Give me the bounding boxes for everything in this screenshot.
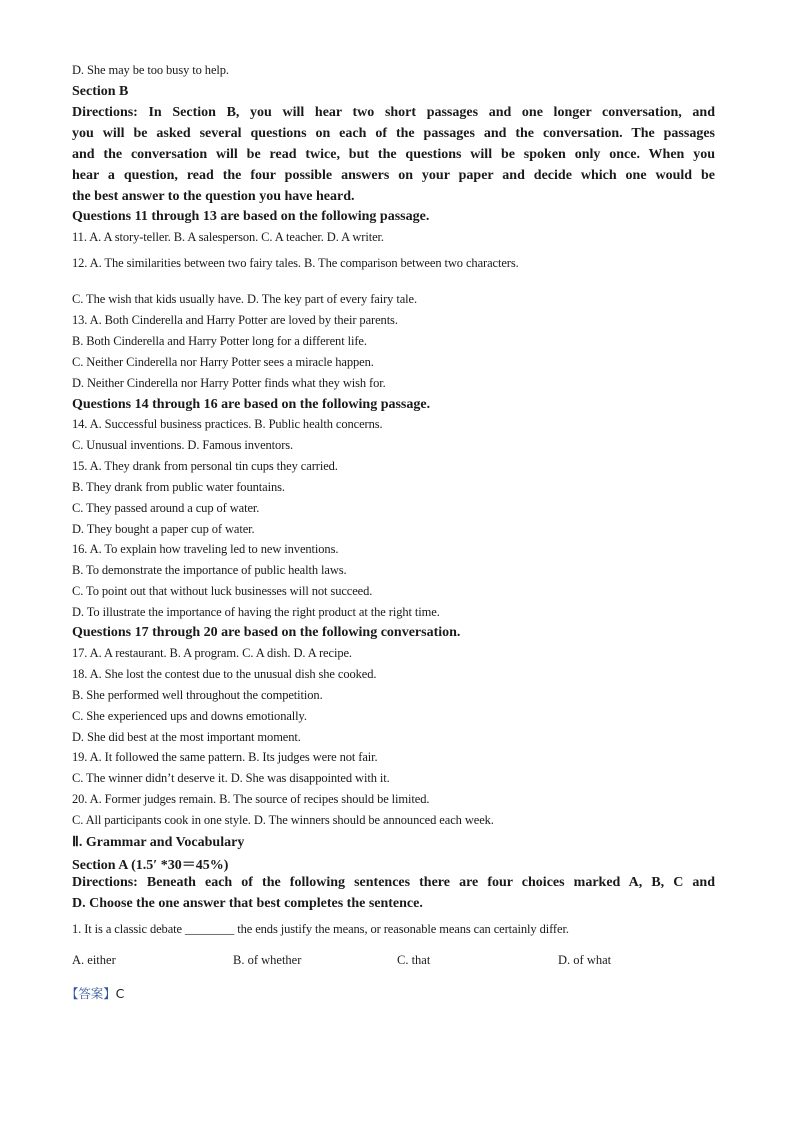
answer-tag: 【答案】 xyxy=(66,986,116,1001)
question-18-option-c: C. She experienced ups and downs emotionally. xyxy=(72,709,307,723)
grammar-question-1: 1. It is a classic debate ________ the ends justify the means, or reasonable means can certainly differ. xyxy=(72,922,569,936)
question-19-line-1: 19. A. It followed the same pattern. B. Its judges were not fair. xyxy=(72,750,378,764)
grammar-directions-line-2: D. Choose the one answer that best completes the sentence. xyxy=(72,896,423,911)
question-13-option-d: D. Neither Cinderella nor Harry Potter finds what they wish for. xyxy=(72,376,386,390)
choice-a: A. either xyxy=(72,953,116,967)
conversation-heading: Questions 17 through 20 are based on the following conversation. xyxy=(72,625,461,640)
question-15-option-c: C. They passed around a cup of water. xyxy=(72,501,260,515)
question-13-option-a: 13. A. Both Cinderella and Harry Potter are loved by their parents. xyxy=(72,313,398,327)
answer-line xyxy=(66,984,124,1002)
section-a-heading: Section A (1.5′ *30＝45%) xyxy=(72,858,229,873)
question-16-option-c: C. To point out that without luck businesses will not succeed. xyxy=(72,584,373,598)
question-13-option-b: B. Both Cinderella and Harry Potter long for a different life. xyxy=(72,334,367,348)
answer-value: C xyxy=(115,986,125,1001)
question-18-option-b: B. She performed well throughout the competition. xyxy=(72,688,323,702)
directions-line-1: Directions: In Section B, you will hear two short passages and one longer conversation, and xyxy=(72,105,715,120)
directions-line-4: hear a question, read the four possible answers on your paper and decide which one would be xyxy=(72,168,715,183)
question-15-option-b: B. They drank from public water fountains. xyxy=(72,480,285,494)
choice-c: C. that xyxy=(397,953,431,967)
question-11: 11. A. A story-teller. B. A salesperson. C. A teacher. D. A writer. xyxy=(72,230,384,244)
question-13-option-c: C. Neither Cinderella nor Harry Potter sees a miracle happen. xyxy=(72,355,374,369)
question-15-option-a: 15. A. They drank from personal tin cups they carried. xyxy=(72,459,338,473)
question-16-option-d: D. To illustrate the importance of having the right product at the right time. xyxy=(72,605,440,619)
choice-b: B. of whether xyxy=(233,953,302,967)
question-19-line-2: C. The winner didn’t deserve it. D. She was disappointed with it. xyxy=(72,771,390,785)
section-b-heading: Section B xyxy=(72,84,129,99)
part-2-heading: Ⅱ. Grammar and Vocabulary xyxy=(72,835,245,850)
question-12-line-1: 12. A. The similarities between two fairy tales. B. The comparison between two characters. xyxy=(72,256,519,270)
passage-1-heading: Questions 11 through 13 are based on the following passage. xyxy=(72,209,430,224)
directions-line-2: you will be asked several questions on each of the passages and the conversation. The passages xyxy=(72,126,715,141)
grammar-directions-line-1: Directions: Beneath each of the following sentences there are four choices marked A, B, C and xyxy=(72,875,715,890)
question-14-line-2: C. Unusual inventions. D. Famous inventors. xyxy=(72,438,294,452)
question-15-option-d: D. They bought a paper cup of water. xyxy=(72,522,255,536)
question-20-line-2: C. All participants cook in one style. D. The winners should be announced each week. xyxy=(72,813,494,827)
question-16-option-b: B. To demonstrate the importance of public health laws. xyxy=(72,563,347,577)
question-17: 17. A. A restaurant. B. A program. C. A dish. D. A recipe. xyxy=(72,646,352,660)
question-16-option-a: 16. A. To explain how traveling led to new inventions. xyxy=(72,542,339,556)
passage-2-heading: Questions 14 through 16 are based on the following passage. xyxy=(72,397,431,412)
question-18-option-d: D. She did best at the most important moment. xyxy=(72,730,301,744)
question-14-line-1: 14. A. Successful business practices. B. Public health concerns. xyxy=(72,417,383,431)
directions-line-5: the best answer to the question you have heard. xyxy=(72,189,355,204)
question-12-line-2: C. The wish that kids usually have. D. The key part of every fairy tale. xyxy=(72,292,418,306)
choice-d: D. of what xyxy=(558,953,612,967)
question-10-option-d: D. She may be too busy to help. xyxy=(72,63,229,77)
question-20-line-1: 20. A. Former judges remain. B. The source of recipes should be limited. xyxy=(72,792,430,806)
directions-line-3: and the conversation will be read twice, but the questions will be spoken only once. When you xyxy=(72,147,715,162)
question-18-option-a: 18. A. She lost the contest due to the unusual dish she cooked. xyxy=(72,667,377,681)
